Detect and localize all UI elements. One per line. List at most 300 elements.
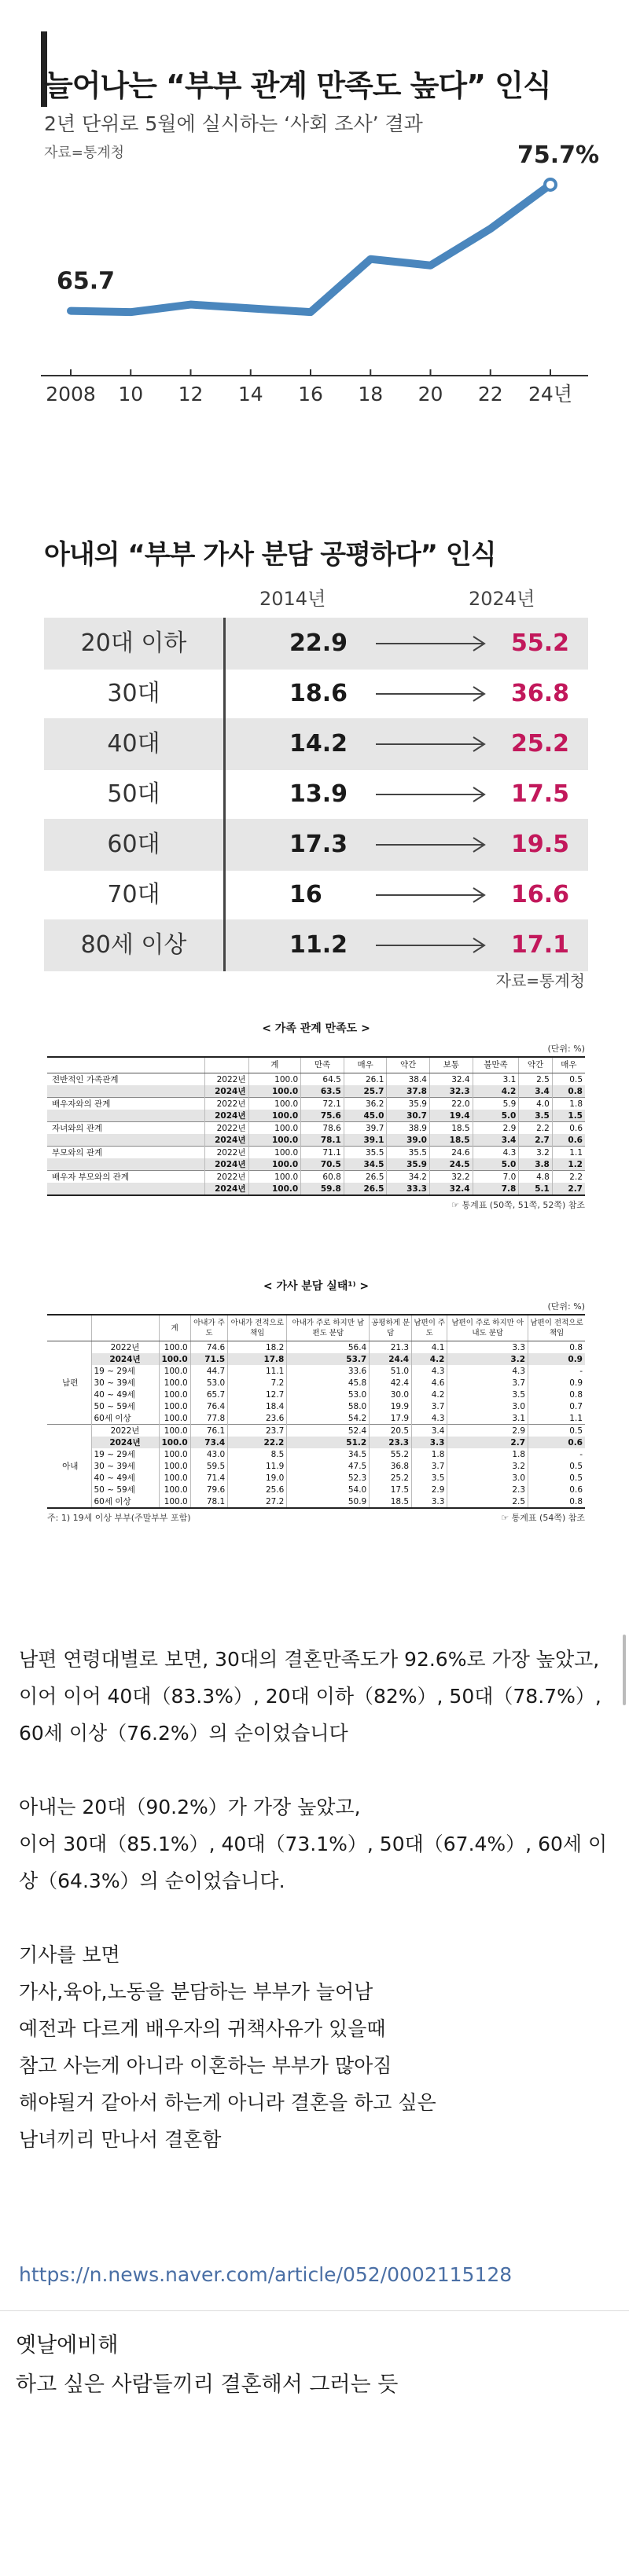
table-cell: 3.4 — [412, 1425, 447, 1437]
table1-title: < 가족 관계 만족도 > — [262, 1022, 370, 1035]
table-row — [47, 1377, 585, 1389]
row-label: 50 ~ 59세 — [91, 1400, 159, 1412]
column-header: 계 — [159, 1315, 190, 1341]
table-cell: 26.1 — [344, 1073, 387, 1086]
table2-year-header — [91, 1315, 159, 1341]
table-cell: 100.0 — [159, 1484, 190, 1495]
age-group-label: 60대 — [107, 831, 160, 858]
table-cell: 51.0 — [370, 1365, 412, 1377]
value-2014: 18.6 — [289, 680, 348, 707]
table-row — [47, 1171, 585, 1183]
table-cell: 25.7 — [344, 1085, 387, 1098]
table-cell: 100.0 — [248, 1073, 301, 1086]
table-cell: 33.6 — [287, 1365, 370, 1377]
table-cell: 11.1 — [228, 1365, 287, 1377]
comparison-row — [44, 819, 588, 871]
column-header: 매우 — [344, 1057, 387, 1073]
table-cell: 100.0 — [248, 1122, 301, 1135]
row-category — [47, 1158, 204, 1171]
x-tick-label: 18 — [358, 383, 384, 405]
table-cell: 59.5 — [190, 1460, 228, 1472]
table-cell: 2.2 — [519, 1122, 552, 1135]
table-cell: 3.0 — [447, 1400, 528, 1412]
row-label: 19 ~ 29세 — [91, 1365, 159, 1377]
table-cell: 7.8 — [473, 1183, 519, 1195]
article-line: 기사를 보면 — [19, 1943, 120, 1966]
table-cell: 0.5 — [528, 1460, 585, 1472]
table-cell: 0.6 — [528, 1484, 585, 1495]
column-header: 아내가 전적으로 책임 — [228, 1315, 287, 1341]
table-cell: 1.2 — [552, 1158, 585, 1171]
table-cell: 71.5 — [190, 1353, 228, 1365]
article-line: 가사,육아,노동을 분담하는 부부가 늘어남 — [19, 1980, 373, 2003]
arrow-icon — [373, 919, 491, 971]
table2-footnote: ☞ 통계표 (54쪽) 참조 — [501, 1513, 585, 1523]
table-cell: 36.8 — [370, 1460, 412, 1472]
table-cell: 4.3 — [473, 1147, 519, 1159]
value-2024: 17.1 — [511, 931, 570, 959]
table-cell: 18.5 — [429, 1122, 473, 1135]
table-cell: 2.2 — [552, 1171, 585, 1183]
table-cell: 3.4 — [519, 1085, 552, 1098]
col-header-2014: 2014년 — [259, 588, 326, 610]
table-cell: 72.1 — [301, 1098, 344, 1110]
value-2014: 14.2 — [289, 730, 348, 758]
table-cell: 1.8 — [447, 1448, 528, 1460]
data-point — [370, 259, 371, 260]
value-2024: 19.5 — [511, 831, 570, 858]
arrow-icon — [373, 618, 491, 670]
table-cell: 17.9 — [370, 1412, 412, 1425]
table-cell: 27.2 — [228, 1495, 287, 1508]
article-body — [19, 1641, 616, 2158]
table-row — [47, 1400, 585, 1412]
table-cell: 44.7 — [190, 1365, 228, 1377]
table-cell: 4.2 — [412, 1353, 447, 1365]
table-cell: 23.3 — [370, 1437, 412, 1448]
table-cell: 100.0 — [248, 1098, 301, 1110]
column-header: 계 — [248, 1057, 301, 1073]
article-line: 남편 연령대별로 보면, 30대의 결혼만족도가 92.6%로 가장 높았고, — [19, 1648, 600, 1671]
x-tick-label: 16 — [298, 383, 323, 405]
article-line: 이어 이어 40대（83.3%）, 20대 이하（82%）, 50대（78.7%）, 60세 이상（76.2%）의 순이었습니다 — [19, 1685, 601, 1745]
table-row — [47, 1085, 585, 1098]
table-cell: 71.4 — [190, 1472, 228, 1484]
table-cell: 100.0 — [159, 1377, 190, 1389]
table-row — [47, 1353, 585, 1365]
table-cell: 18.5 — [429, 1134, 473, 1147]
table-cell: 20.5 — [370, 1425, 412, 1437]
value-2024: 25.2 — [511, 730, 570, 758]
table-cell: 70.5 — [301, 1158, 344, 1171]
table-cell: 100.0 — [159, 1353, 190, 1365]
table-row — [47, 1460, 585, 1472]
table-cell: 4.8 — [519, 1171, 552, 1183]
table-cell: 37.8 — [387, 1085, 430, 1098]
table-cell: 32.4 — [429, 1183, 473, 1195]
table-cell: 5.1 — [519, 1183, 552, 1195]
row-label: 2024년 — [91, 1437, 159, 1448]
table-cell: 63.5 — [301, 1085, 344, 1098]
column-header: 불만족 — [473, 1057, 519, 1073]
column-header: 약간 — [387, 1057, 430, 1073]
table-cell: 100.0 — [159, 1389, 190, 1400]
data-point — [430, 265, 432, 266]
table-cell: 24.6 — [429, 1147, 473, 1159]
x-tick-label: 20 — [417, 383, 443, 405]
value-2024: 16.6 — [511, 881, 570, 908]
row-divider — [223, 819, 226, 871]
table-cell: 45.8 — [287, 1377, 370, 1389]
data-point — [250, 307, 252, 309]
article-line: 이어 30대（85.1%）, 40대（73.1%）, 50대（67.4%）, 60세 이상（64.3%）의 순이었습니다. — [19, 1833, 608, 1892]
news-article-link[interactable]: https://n.news.naver.com/article/052/0002115128 — [19, 2263, 513, 2286]
housework-division-table — [47, 1278, 585, 1524]
arrow-icon — [373, 668, 491, 720]
row-year: 2024년 — [204, 1110, 248, 1122]
table-cell: 3.2 — [447, 1353, 528, 1365]
table-cell: 3.3 — [412, 1495, 447, 1508]
table-cell: 30.0 — [370, 1389, 412, 1400]
x-tick-label: 12 — [178, 383, 204, 405]
row-label: 40 ~ 49세 — [91, 1389, 159, 1400]
table1-footnote-text: 통계표 (50쪽, 51쪽, 52쪽) 참조 — [462, 1200, 585, 1210]
comparison-row — [44, 668, 588, 720]
row-label: 30 ~ 39세 — [91, 1377, 159, 1389]
table-cell: 100.0 — [248, 1147, 301, 1159]
row-year: 2022년 — [204, 1122, 248, 1135]
table-row — [47, 1389, 585, 1400]
table-cell: 1.1 — [552, 1147, 585, 1159]
chart1-subtitle: 2년 단위로 5월에 실시하는 ‘사회 조사’ 결과 — [44, 112, 423, 135]
column-header: 아내가 주도 — [190, 1315, 228, 1341]
table-cell: 2.7 — [552, 1183, 585, 1195]
column-header: 남편이 주도 — [412, 1315, 447, 1341]
column-header: 공평하게 분담 — [370, 1315, 412, 1341]
chart1-plot — [0, 0, 629, 440]
x-tick-label: 14 — [237, 383, 263, 405]
table-cell: 0.5 — [528, 1425, 585, 1437]
table-cell: 3.5 — [412, 1472, 447, 1484]
chart1-title: 늘어나는 “부부 관계 만족도 높다” 인식 — [44, 68, 551, 103]
table-cell: 0.8 — [528, 1341, 585, 1354]
table-cell: 1.5 — [552, 1110, 585, 1122]
row-divider — [223, 718, 226, 770]
table2-footnote-row — [47, 1511, 585, 1524]
table-cell: 100.0 — [159, 1448, 190, 1460]
table-cell: 100.0 — [159, 1472, 190, 1484]
age-group-label: 30대 — [107, 680, 160, 707]
table-cell: 32.3 — [429, 1085, 473, 1098]
table-cell: 52.3 — [287, 1472, 370, 1484]
table-cell: 56.4 — [287, 1341, 370, 1354]
family-satisfaction-table — [47, 1020, 585, 1211]
table-cell: 36.2 — [344, 1098, 387, 1110]
table-cell: 100.0 — [159, 1412, 190, 1425]
table-cell: 2.5 — [519, 1073, 552, 1086]
table-cell: 2.9 — [447, 1425, 528, 1437]
arrow-icon — [373, 869, 491, 921]
column-header: 아내가 주로 하지만 남편도 분담 — [287, 1315, 370, 1341]
col-header-2024: 2024년 — [469, 588, 535, 610]
table-cell: 3.1 — [447, 1412, 528, 1425]
table-row — [47, 1341, 585, 1354]
table-row — [47, 1098, 585, 1110]
table-cell: 3.7 — [412, 1400, 447, 1412]
comparison-row — [44, 618, 588, 670]
value-2024: 55.2 — [511, 629, 570, 657]
table-row — [47, 1134, 585, 1147]
table1-footnote: ☞ 통계표 (50쪽, 51쪽, 52쪽) 참조 — [451, 1200, 585, 1210]
x-tick-label: 22 — [477, 383, 503, 405]
row-divider — [223, 668, 226, 720]
row-category: 부모와의 관계 — [47, 1147, 204, 1159]
table-cell: 0.9 — [528, 1377, 585, 1389]
table-cell: 100.0 — [159, 1425, 190, 1437]
table-cell: 21.3 — [370, 1341, 412, 1354]
row-label: 40 ~ 49세 — [91, 1472, 159, 1484]
group-label: 아내 — [47, 1425, 91, 1509]
table-cell: 7.2 — [228, 1377, 287, 1389]
comparison-row — [44, 769, 588, 820]
table-cell: 59.8 — [301, 1183, 344, 1195]
table-cell: 0.5 — [528, 1472, 585, 1484]
table2-footnote-text: 통계표 (54쪽) 참조 — [511, 1513, 585, 1523]
row-label: 2022년 — [91, 1425, 159, 1437]
table-row — [47, 1448, 585, 1460]
table-cell: 18.4 — [228, 1400, 287, 1412]
table-cell: 35.9 — [387, 1098, 430, 1110]
table-cell: 5.9 — [473, 1098, 519, 1110]
table-cell: 0.6 — [528, 1437, 585, 1448]
table-cell: 19.0 — [228, 1472, 287, 1484]
row-label: 60세 이상 — [91, 1495, 159, 1508]
table-cell: 79.6 — [190, 1484, 228, 1495]
row-divider — [223, 618, 226, 670]
table-cell: 100.0 — [248, 1158, 301, 1171]
row-year: 2022년 — [204, 1147, 248, 1159]
table-cell: 8.5 — [228, 1448, 287, 1460]
chart1-source: 자료=통계청 — [44, 145, 125, 161]
table-cell: 73.4 — [190, 1437, 228, 1448]
table-cell: 0.8 — [528, 1495, 585, 1508]
table1 — [47, 1056, 585, 1196]
table-cell: 65.7 — [190, 1389, 228, 1400]
table-row — [47, 1437, 585, 1448]
table-cell: 5.0 — [473, 1158, 519, 1171]
table-cell: 77.8 — [190, 1412, 228, 1425]
table-cell: 30.7 — [387, 1110, 430, 1122]
table-row — [47, 1147, 585, 1159]
end-value-label: 75.7% — [517, 141, 600, 169]
group-label: 남편 — [47, 1341, 91, 1425]
comment-divider — [0, 2310, 629, 2311]
table-cell: 55.2 — [370, 1448, 412, 1460]
table2-corner — [47, 1315, 91, 1341]
table-cell: 51.2 — [287, 1437, 370, 1448]
table-cell: 24.5 — [429, 1158, 473, 1171]
table-cell: 3.3 — [447, 1341, 528, 1354]
table-cell: 39.7 — [344, 1122, 387, 1135]
chart2-title: 아내의 “부부 가사 분담 공평하다” 인식 — [44, 539, 496, 571]
table-cell: 26.5 — [344, 1171, 387, 1183]
row-year: 2024년 — [204, 1085, 248, 1098]
table-cell: 39.1 — [344, 1134, 387, 1147]
table-row — [47, 1484, 585, 1495]
table-cell: 19.9 — [370, 1400, 412, 1412]
data-point — [70, 310, 72, 312]
comparison-row — [44, 718, 588, 770]
table-cell: 100.0 — [159, 1400, 190, 1412]
row-category — [47, 1085, 204, 1098]
age-group-label: 70대 — [107, 881, 160, 908]
table-cell: 100.0 — [248, 1183, 301, 1195]
article-line: 아내는 20대（90.2%）가 가장 높았고, — [19, 1796, 361, 1818]
row-year: 2022년 — [204, 1073, 248, 1086]
column-header: 보통 — [429, 1057, 473, 1073]
housework-fairness-chart — [0, 511, 629, 1014]
table-cell: 78.6 — [301, 1122, 344, 1135]
table-row — [47, 1073, 585, 1086]
article-line: 해야될거 같아서 하는게 아니라 결혼을 하고 싶은 — [19, 2091, 436, 2114]
arrow-icon — [373, 718, 491, 770]
data-point — [310, 311, 311, 313]
table-cell: 100.0 — [159, 1495, 190, 1508]
table-cell: 100.0 — [248, 1134, 301, 1147]
data-point — [490, 228, 491, 229]
article-line: 참고 사는게 아니라 이혼하는 부부가 많아짐 — [19, 2054, 392, 2077]
table-cell: 50.9 — [287, 1495, 370, 1508]
column-header: 남편이 전적으로 책임 — [528, 1315, 585, 1341]
table-cell: 64.5 — [301, 1073, 344, 1086]
table-cell: 4.2 — [412, 1389, 447, 1400]
table-cell: 3.2 — [447, 1460, 528, 1472]
table-cell: 53.0 — [287, 1389, 370, 1400]
table-cell: 4.2 — [473, 1085, 519, 1098]
table-cell: 52.4 — [287, 1425, 370, 1437]
comment-line: 하고 싶은 사람들끼리 결혼해서 그러는 듯 — [16, 2372, 399, 2397]
table-cell: 54.2 — [287, 1412, 370, 1425]
table-cell: 3.5 — [519, 1110, 552, 1122]
table-cell: 4.1 — [412, 1341, 447, 1354]
table-row — [47, 1158, 585, 1171]
table-cell: 100.0 — [248, 1110, 301, 1122]
table-cell: 78.1 — [190, 1495, 228, 1508]
row-year: 2022년 — [204, 1098, 248, 1110]
table-cell: 34.2 — [387, 1171, 430, 1183]
table-cell: 26.5 — [344, 1183, 387, 1195]
table2 — [47, 1314, 585, 1509]
table-cell: 22.2 — [228, 1437, 287, 1448]
table-cell: 1.8 — [552, 1098, 585, 1110]
table-cell: 24.4 — [370, 1353, 412, 1365]
table-cell: 23.7 — [228, 1425, 287, 1437]
x-tick-label: 10 — [118, 383, 144, 405]
table-cell: 25.6 — [228, 1484, 287, 1495]
table-cell: 2.3 — [447, 1484, 528, 1495]
table-cell: 2.5 — [447, 1495, 528, 1508]
table-cell: 1.1 — [528, 1412, 585, 1425]
row-year: 2024년 — [204, 1183, 248, 1195]
table-cell: 3.5 — [447, 1389, 528, 1400]
table-cell: 3.2 — [519, 1147, 552, 1159]
table-cell: 5.0 — [473, 1110, 519, 1122]
table-cell: 32.4 — [429, 1073, 473, 1086]
value-2014: 17.3 — [289, 831, 348, 858]
value-2024: 36.8 — [511, 680, 570, 707]
table-row — [47, 1495, 585, 1508]
table-cell: 3.7 — [447, 1377, 528, 1389]
age-group-label: 40대 — [107, 730, 160, 758]
x-tick-label: 24년 — [528, 383, 572, 405]
table-cell: 0.9 — [528, 1353, 585, 1365]
table-cell: 43.0 — [190, 1448, 228, 1460]
column-header: 매우 — [552, 1057, 585, 1073]
table2-unit: (단위: %) — [547, 1301, 585, 1312]
table-cell: 34.5 — [287, 1448, 370, 1460]
arrow-icon — [373, 819, 491, 871]
table-cell: 45.0 — [344, 1110, 387, 1122]
table-cell: 0.8 — [552, 1085, 585, 1098]
table-cell: 3.8 — [519, 1158, 552, 1171]
arrow-icon — [373, 769, 491, 820]
table-cell: 7.0 — [473, 1171, 519, 1183]
row-category: 전반적인 가족관계 — [52, 1075, 119, 1084]
table-cell: 35.5 — [387, 1147, 430, 1159]
row-divider — [223, 869, 226, 921]
column-header: 약간 — [519, 1057, 552, 1073]
table-cell: 35.9 — [387, 1158, 430, 1171]
table-cell: 78.1 — [301, 1134, 344, 1147]
table-cell: 54.0 — [287, 1484, 370, 1495]
table-cell: 0.8 — [528, 1389, 585, 1400]
table-cell: 38.4 — [387, 1073, 430, 1086]
table-cell: 32.2 — [429, 1171, 473, 1183]
table-cell: 4.3 — [412, 1365, 447, 1377]
data-point — [130, 311, 131, 313]
scrollbar[interactable] — [623, 1635, 626, 1705]
comparison-row — [44, 919, 588, 971]
table-cell: 60.8 — [301, 1171, 344, 1183]
table-cell: 100.0 — [159, 1341, 190, 1354]
table-cell: 1.8 — [412, 1448, 447, 1460]
table-cell: 2.9 — [412, 1484, 447, 1495]
table-cell: 3.7 — [412, 1460, 447, 1472]
table-cell: 34.5 — [344, 1158, 387, 1171]
comment-body — [16, 2326, 398, 2405]
row-label: 2022년 — [91, 1341, 159, 1354]
data-point — [190, 304, 192, 306]
satisfaction-line-chart — [0, 0, 629, 440]
table-cell: 100.0 — [248, 1085, 301, 1098]
table-cell: 53.7 — [287, 1353, 370, 1365]
table-cell: 100.0 — [159, 1365, 190, 1377]
row-year: 2024년 — [204, 1158, 248, 1171]
table-cell: 39.0 — [387, 1134, 430, 1147]
comment-line: 옛날에비해 — [16, 2333, 119, 2358]
row-category: 배우자와의 관계 — [47, 1098, 204, 1110]
table-cell: 4.3 — [447, 1365, 528, 1377]
table-cell: 4.6 — [412, 1377, 447, 1389]
table-cell: 74.6 — [190, 1341, 228, 1354]
table-cell: 17.5 — [370, 1484, 412, 1495]
row-divider — [223, 769, 226, 820]
table-row — [47, 1110, 585, 1122]
table-cell: 12.7 — [228, 1389, 287, 1400]
data-point — [545, 179, 556, 190]
table-cell: 35.5 — [344, 1147, 387, 1159]
column-header: 만족 — [301, 1057, 344, 1073]
